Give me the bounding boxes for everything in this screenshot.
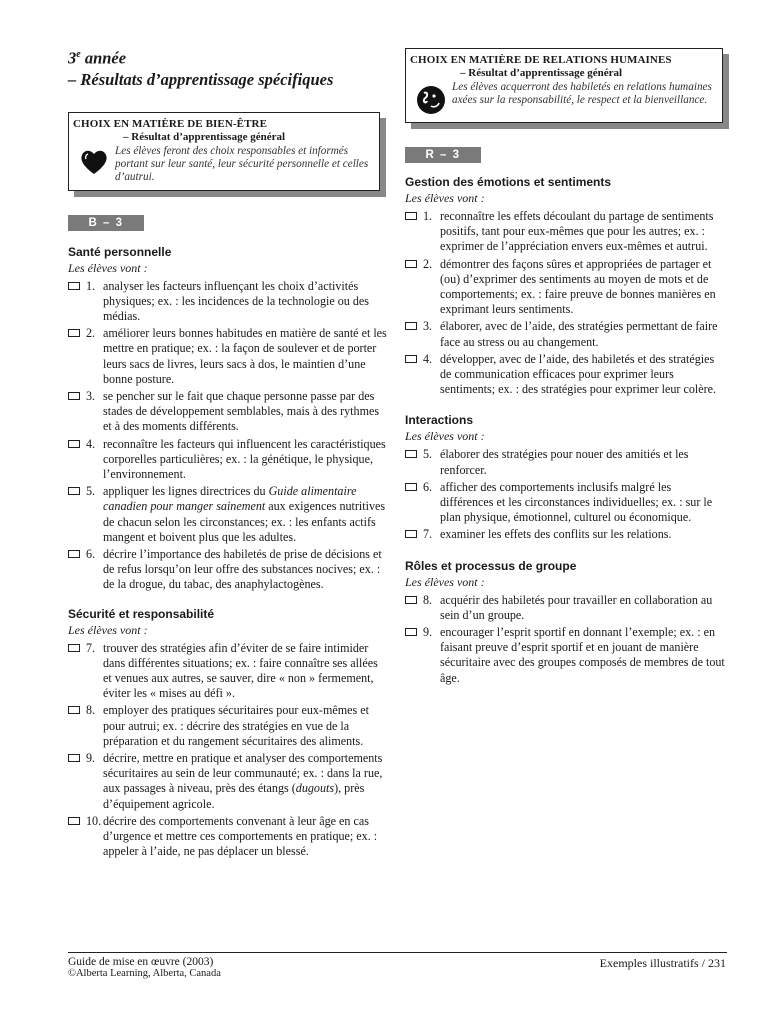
checkbox[interactable] <box>405 260 417 268</box>
checkbox[interactable] <box>405 628 417 636</box>
box-text: Les élèves acquerront des habiletés en relations humaines axées sur la responsabilité, le respect et la bienveillance. <box>452 81 712 106</box>
list-item: 7. examiner les effets des conflits sur les relations. <box>405 527 725 542</box>
footer-copyright: ©Alberta Learning, Alberta, Canada <box>68 968 221 979</box>
section-personal-health <box>68 245 388 593</box>
checkbox[interactable] <box>405 322 417 330</box>
checkbox[interactable] <box>405 212 417 220</box>
checkbox[interactable] <box>405 596 417 604</box>
section-intro: Les élèves vont : <box>405 429 485 444</box>
outcome-tag: B – 3 <box>68 215 144 231</box>
checkbox[interactable] <box>405 530 417 538</box>
list-item: 3. élaborer, avec de l’aide, des stratégies permettant de faire face au stress ou au changement. <box>405 319 725 349</box>
list-item: 8. acquérir des habiletés pour travailler en collaboration au sein d’un groupe. <box>405 593 725 623</box>
section-title: Rôles et processus de groupe <box>405 558 577 573</box>
outcome-tag: R – 3 <box>405 147 481 163</box>
list-item: 9. décrire, mettre en pratique et analyser des comportements sécuritaires au sein de leur communauté; ex. : dans la rue, aux passages à niveau, près des étangs (dugouts), près d’équipement agricole. <box>68 751 388 812</box>
checkbox[interactable] <box>68 392 80 400</box>
section-interactions <box>405 413 725 542</box>
section-title: Gestion des émotions et sentiments <box>405 175 612 189</box>
page-subtitle: – Résultats d’apprentissage spécifiques <box>68 69 334 89</box>
list-item: 3. se pencher sur le fait que chaque personne passe par des stades de développement semblables, mais à des rythmes et à des moments différents. <box>68 389 388 435</box>
checkbox[interactable] <box>68 754 80 762</box>
footer-page-number: Exemples illustratifs / 231 <box>599 956 726 970</box>
list-item: 8. employer des pratiques sécuritaires pour eux-mêmes et pour autrui; ex. : décrire des stratégies en vue de la préparation et du rangement sécuritaires des aliments. <box>68 703 388 749</box>
list-item: 10. décrire des comportements convenant à leur âge en cas d’urgence et mettre ces comportements en pratique; ex. : appeler à l’aide, ne pas déplacer un blessé. <box>68 814 388 860</box>
section-title: Interactions <box>405 413 474 428</box>
left-column <box>68 44 388 861</box>
page-title: 3e année – Résultats d’apprentissage spécifiques <box>68 48 334 89</box>
wellness-choices-box <box>68 112 380 191</box>
list-item: 9. encourager l’esprit sportif en donnant l’exemple; ex. : en faisant preuve d’esprit sportif et en jouant de manière sécuritaire avec des groupes composés de membres de tout âge. <box>405 625 725 686</box>
section-intro: Les élèves vont : <box>405 191 485 205</box>
checkbox[interactable] <box>68 282 80 290</box>
section-title: Sécurité et responsabilité <box>68 606 215 621</box>
list-item: 1. analyser les facteurs influençant les choix d’activités physiques; ex. : les incidences de la technologie ou des médias. <box>68 279 388 325</box>
list-item: 1. reconnaître les effets découlant du partage de sentiments positifs, tant pour eux-mêmes que pour les autres; ex. : exprimer de l’appréciation envers eux-mêmes et autrui. <box>405 209 725 255</box>
list-item: 5. appliquer les lignes directrices du Guide alimentaire canadien pour manger sainement aux exigences nutritives de chacun selon les circonstances; ex. : les enfants actifs mangent et boivent plus que les adultes. <box>68 484 388 545</box>
box-heading: CHOIX EN MATIÈRE DE RELATIONS HUMAINES <box>410 54 672 66</box>
checkbox[interactable] <box>405 483 417 491</box>
box-subheading: – Résultat d’apprentissage général <box>123 130 286 143</box>
list-item: 4. développer, avec de l’aide, des habiletés et des stratégies de communication efficaces pour exprimer leurs sentiments; ex. : des stratégies pour exprimer leur colère. <box>405 352 725 398</box>
section-intro: Les élèves vont : <box>405 574 485 589</box>
section-emotions <box>405 175 725 397</box>
relationship-choices-box <box>405 48 723 123</box>
list-item: 6. afficher des comportements inclusifs malgré les différences et les circonstances individuelles; ex. : sur le plan physique, émotionnel, culturel ou économique. <box>405 480 725 526</box>
section-intro: Les élèves vont : <box>68 622 148 637</box>
section-title: Santé personnelle <box>68 244 172 259</box>
list-item: 6. décrire l’importance des habiletés de prise de décisions et de refus lorsqu’on leur offre des substances nocives; ex. : de la drogue, du tabac, des anaphylactogènes. <box>68 547 388 593</box>
checkbox[interactable] <box>68 817 80 825</box>
section-group-roles <box>405 559 725 686</box>
list-item: 2. démontrer des façons sûres et appropriées de partager et (ou) d’exprimer des sentiments au moyen de mots et de comportements; ex. : faire preuve de bonnes manières en exprimant leurs sentiments. <box>405 257 725 318</box>
checkbox[interactable] <box>405 355 417 363</box>
footer-guide: Guide de mise en œuvre (2003) <box>68 956 214 968</box>
list-item: 7. trouver des stratégies afin d’éviter de se faire intimider dans différentes situations; ex. : faire connaître ses allées et venues aux autres, se sauver, dire « non » fermement, éviter les « mises au défi ». <box>68 641 388 702</box>
checkbox[interactable] <box>405 450 417 458</box>
list-item: 4. reconnaître les facteurs qui influencent les caractéristiques corporelles particulières; ex. : la génétique, le physique, l’environnement. <box>68 437 388 483</box>
face-icon <box>410 81 452 116</box>
box-heading: CHOIX EN MATIÈRE DE BIEN-ÊTRE <box>73 117 268 130</box>
box-subheading: – Résultat d’apprentissage général <box>460 67 623 79</box>
box-text: Les élèves feront des choix responsables et informés portant sur leur santé, leur sécurité personnelle et celles d’autrui. <box>115 144 369 183</box>
list-item: 2. améliorer leurs bonnes habitudes en matière de santé et les mettre en pratique; ex. : la façon de soulever et de porter leurs sacs de livres, leurs sacs à dos, le maintien d’une bonne posture. <box>68 326 388 387</box>
checkbox[interactable] <box>68 706 80 714</box>
heart-icon <box>73 145 115 176</box>
right-column <box>405 44 725 688</box>
checkbox[interactable] <box>68 644 80 652</box>
section-safety <box>68 607 388 860</box>
checkbox[interactable] <box>68 440 80 448</box>
checkbox[interactable] <box>68 550 80 558</box>
checkbox[interactable] <box>68 329 80 337</box>
footer-left <box>68 956 221 979</box>
section-intro: Les élèves vont : <box>68 260 148 275</box>
checkbox[interactable] <box>68 487 80 495</box>
list-item: 5. élaborer des stratégies pour nouer des amitiés et les renforcer. <box>405 447 725 477</box>
footer-divider <box>68 952 727 953</box>
